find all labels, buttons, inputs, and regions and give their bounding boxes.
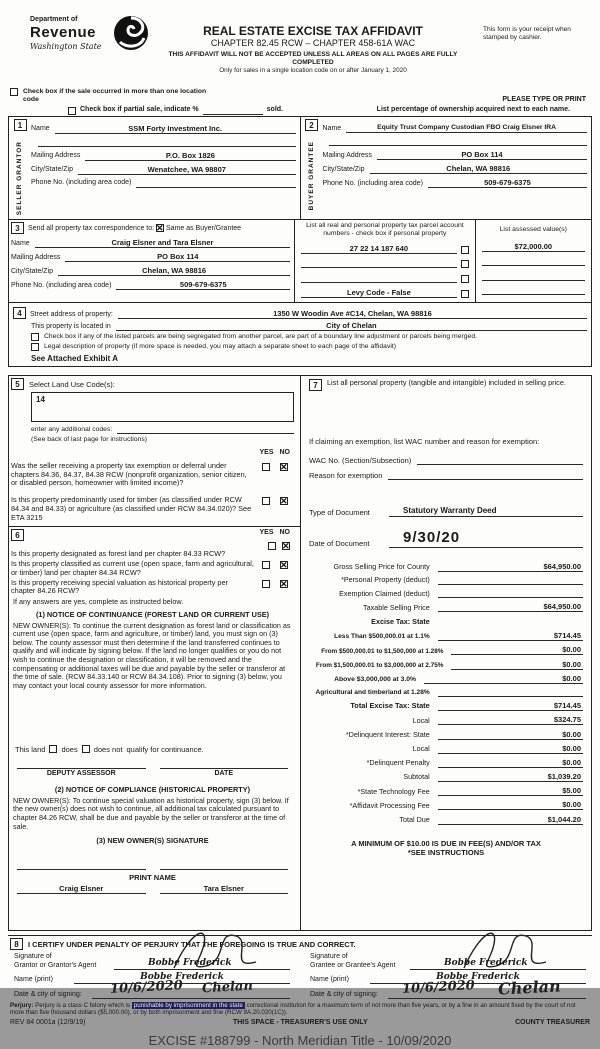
exemption-intro: If claiming an exemption, list WAC number and reason for exemption:	[309, 437, 540, 447]
q-currentuse-yes-checkbox	[262, 561, 270, 569]
parties-box	[8, 116, 592, 220]
dor-swirl-icon	[110, 12, 152, 54]
historical-question: Is this property receiving special valuation as historical property per chapter 84.26 RCW?	[11, 577, 228, 596]
section-5-number: 5	[11, 378, 24, 390]
parcel-number: 27 22 14 187 640	[301, 244, 456, 254]
right-column: 7 List all personal property (tangible and intangible) included in selling price. If claiming an exemption, list WAC number and reason for exemption: WAC No. (Section/Subsection) Reason for exemption Type of Document Statutory Warranty Deed Date of Document 9/30/20 Gross Selling Price for County $64,950.00 *Personal Property (deduct) Exemption Claimed (deduct) Taxable Selling Price $64,950.00 Excise Tax: State Less Than $500,000.01 at 1.1% $714.45 From $500,000.01 to $1,500,000 at 1.28% $0.00 From $1,500,000.01 to $3,000,000 at 2.75% $0.00 Above $3,000,000 at 3.0% $0.00 Agricultural and timberland at 1.28% Total Excise Tax: State $714.45 Local $324.75 *Delinquent Interest: State $0.00 Local $0.00 *Delinquent Penalty $0.00 Subtotal $1,039.20 *State Technology Fee $5.00 *Affidavit Processing Fee $0.00 Total Due $1,044.20 A MINIMUM OF $10.00 IS DUE IN FEE(S) AND/OR TAX *SEE INSTRUCTIONS	[300, 376, 591, 930]
tax-correspondence-section: 3 Send all property tax correspondence to: ✕ Same as Buyer/Grantee Name Craig Elsner and Tara Elsner Mailing Address PO Box 114 City/State/Zip Chelan, WA 98816 Phone No. (including area code) 509-679-6375 List all real and personal property tax parcel account numbers - check box if personal property 27 22 14 187 640 Levy Code - False List assessed value(s) $72,000.00	[8, 220, 592, 303]
qualify-does-checkbox	[49, 745, 57, 753]
total-due-value: $1,044.20	[438, 815, 583, 825]
seller-section: 1 SELLER GRANTOR Name SSM Forty Investment Inc. Mailing Address P.O. Box 1826 City/State/Zip Wenatchee, WA 98807 Phone No. (including area code)	[9, 117, 300, 219]
section-3-number: 3	[11, 222, 24, 234]
section-1-number: 1	[14, 119, 27, 131]
section-7-number: 7	[309, 379, 322, 391]
form-title-block: REAL ESTATE EXCISE TAX AFFIDAVIT CHAPTER 82.45 RCW – CHAPTER 458-61A WAC THIS AFFIDAVIT WILL NOT BE ACCEPTED UNLESS ALL AREAS ON ALL PAGES ARE FULLY COMPLETED Only for sales in a single location code on or after January 1, 2020	[148, 24, 478, 75]
grantee-signature-block: Signature of Grantee or Grantee's Agent Bobbe Frederick Name (print) Bobbe Frederick Date & city of signing: 10/6/2020 Chelan	[304, 953, 592, 999]
certify-line: 8 I CERTIFY UNDER PENALTY OF PERJURY THAT THE FOREGOING IS TRUE AND CORRECT.	[8, 935, 592, 952]
grantor-date-handwriting: 10/6/2020	[109, 978, 184, 997]
personal-property-instruction: List all personal property (tangible and intangible) included in selling price.	[327, 378, 566, 388]
personal-property-checkbox-4	[461, 290, 469, 298]
assessed-header: List assessed value(s)	[499, 225, 567, 233]
grantee-date-handwriting: 10/6/2020	[401, 978, 476, 997]
legal-description-checkbox	[31, 343, 39, 351]
personal-property-checkbox-1	[461, 246, 469, 254]
exemption-reason-field	[388, 479, 583, 480]
correspondence-name-value: Craig Elsner and Tara Elsner	[35, 238, 290, 248]
grantor-name-print: Bobbe Frederick	[74, 972, 290, 984]
q-exemption-no-checkbox	[280, 463, 288, 471]
wac-number-field	[417, 464, 583, 465]
property-address-section: 4 Street address of property: 1350 W Woodin Ave #C14, Chelan, WA 98816 This property is located in City of Chelan Check box if any of the listed parcels are being segregated from another parcel, are part of a boundary line adjustment or parcels being merged. Legal description of property (if more space is needed, you may attach a separate sheet to each page of the affidavit) See Attached Exhibit A	[8, 303, 592, 367]
grantee-signature-name: Bobbe Frederick	[444, 957, 528, 968]
type-or-print-note: PLEASE TYPE OR PRINT	[502, 96, 586, 103]
subtotal-value: $1,039.20	[438, 772, 583, 782]
levy-code-value: Levy Code - False	[301, 288, 456, 298]
pre-form-line: Check box if the sale occurred in more than one location code PLEASE TYPE OR PRINT	[10, 88, 586, 104]
located-in-value: City of Chelan	[116, 321, 587, 331]
buyer-city-value: Chelan, WA 98816	[370, 164, 587, 174]
land-use-code-value: 14	[31, 392, 294, 422]
q-exemption-yes-checkbox	[262, 463, 270, 471]
new-owner-signature-line-1	[17, 862, 146, 870]
perjury-note: Perjury: Perjury is a class C felony which is punishable by imprisonment in the state correctional institution for a maximum term of not more than five years, or by a fine in an amount fixed by the court of not more than five thousand dollars ($5,000.00), or by both imprisonment and fine (RCW 9A.20.020(1C)).	[10, 1001, 576, 1017]
grantee-city-handwriting: Chelan	[497, 976, 562, 999]
minimum-fee-note: A MINIMUM OF $10.00 IS DUE IN FEE(S) AND/OR TAX *SEE INSTRUCTIONS	[351, 838, 541, 857]
parcels-header: List all real and personal property tax parcel account numbers - check box if personal property	[306, 221, 464, 238]
qualify-does-not-checkbox	[82, 745, 90, 753]
left-column	[9, 376, 300, 930]
deputy-assessor-line: DEPUTY ASSESSOR	[17, 768, 146, 778]
multi-location-checkbox	[10, 88, 18, 96]
exhibit-note: See Attached Exhibit A	[31, 353, 118, 363]
excise-stamp-line: EXCISE #188799 - North Meridian Title - 10/09/2020	[148, 1033, 452, 1049]
grantee-signature-line	[410, 956, 586, 970]
q-historical-no-checkbox	[280, 580, 288, 588]
buyer-grantee-label: BUYER GRANTEE	[307, 140, 315, 211]
additional-codes-field	[117, 433, 294, 434]
section-2-number: 2	[305, 119, 318, 131]
exemption-question: Was the seller receiving a property tax exemption or deferral under chapters 84.36, 84.37, 84.38 RCW (nonprofit organization, senior citizen, or disabled person, homeowner with limited income)?	[11, 460, 247, 488]
seller-city-value: Wenatchee, WA 98807	[78, 165, 295, 175]
print-name-1: Craig Elsner	[17, 884, 146, 894]
section-8-number: 8	[10, 938, 23, 950]
notice-continuance-body: NEW OWNER(S): To continue the current designation as forest land or classification as current use (open space, farm and agriculture, or timber) land, you must sign on (3) below. The county assessor must then determine if the land transferred continues to qualify and will indicate by signing below. If the land no longer qualifies or you do not wish to continue the designation or classification, it will be removed and the compensating or additional taxes will be due and payable by the seller or transferor at the time of sale. (RCW 84.33.140 or RCW 84.34.108). Prior to signing (3) below, you may contact your local county assessor for more information.	[13, 620, 291, 691]
grantor-signature-line	[114, 956, 290, 970]
perjury-highlight: punishable by imprisonment in the state	[133, 1001, 243, 1009]
document-date-value: 9/30/20	[389, 529, 583, 548]
q-historical-yes-checkbox	[262, 580, 270, 588]
q-currentuse-no-checkbox	[280, 561, 288, 569]
dor-logo: Department of Revenue Washington State	[30, 16, 150, 52]
signatures-section	[8, 953, 592, 999]
notice-compliance-title: (2) NOTICE OF COMPLIANCE (HISTORICAL PROPERTY)	[54, 785, 251, 795]
correspondence-phone-value: 509-679-6375	[116, 280, 290, 290]
same-as-buyer-checkbox	[156, 224, 164, 232]
buyer-mailing-value: PO Box 114	[377, 150, 587, 160]
notice-compliance-body: NEW OWNER(S): To continue special valuation as historical property, sign (3) below. If the new owner(s) does not wish to continue, all additional tax calculated pursuant to chapter 84.26 RCW, shall be due and payable by the seller or transferor at the time of sale.	[13, 795, 289, 831]
current-use-question: Is this property classified as current use (open space, farm and agricultural, or timber) land per chapter 84.34 RCW?	[11, 559, 254, 577]
grantor-city-handwriting: Chelan	[201, 978, 254, 997]
forest-land-question: Is this property designated as forest land per chapter 84.33 RCW?	[11, 549, 226, 559]
segregated-checkbox	[31, 333, 39, 341]
q-timber-no-checkbox	[280, 497, 288, 505]
personal-property-checkbox-3	[461, 275, 469, 283]
seller-percent-line	[38, 138, 296, 147]
timber-question: Is this property predominantly used for timber (as classified under RCW 84.34 and 84.33) or agriculture (as classified under RCW 84.34.020)? See ETA 3215	[11, 495, 252, 522]
buyer-phone-value: 509-679-6375	[428, 178, 587, 188]
assessed-value: $72,000.00	[482, 242, 585, 252]
print-name-2: Tara Elsner	[160, 884, 289, 894]
form-rev-number: REV 84 0001a (12/9/19)	[10, 1018, 86, 1026]
partial-sale-line: Check box if partial sale, indicate % sold. List percentage of ownership acquired next to each name.	[68, 106, 588, 114]
q-forest-yes-checkbox	[268, 542, 276, 550]
buyer-percent-line	[329, 137, 587, 146]
treasurer-space-label: THIS SPACE - TREASURER'S USE ONLY	[232, 1018, 368, 1026]
grantor-signature-block: Signature of Grantor or Grantor's Agent Bobbe Frederick Name (print) Bobbe Frederick Date & city of signing: 10/6/2020 Chelan	[8, 953, 296, 999]
buyer-name-value: Equity Trust Company Custodian FBO Craig Elsner IRA	[346, 124, 587, 133]
street-address-value: 1350 W Woodin Ave #C14, Chelan, WA 98816	[118, 309, 587, 319]
partial-sale-checkbox	[68, 107, 76, 115]
forest-land-section: 6 YES NO ✕ Is this property designated as forest land per chapter 84.33 RCW? Is this property classified as current use (open space, farm and agricultural, or timber) land per chapter 84.34 RCW? ✕ Is this property receiving special valuation as historical property per chapter 84.26 RCW? ✕ If any answers are yes, complete as instructed below. (1) NOTICE OF CONTINUANCE (FOREST LAND OR CURRENT USE) NEW OWNER(S): To continue the current designation as forest land or classification as current use (open space, farm and agriculture, or timber) land, you must sign on (3) below. The county assessor must then determine if the land transferred continues to qualify and will indicate by signing below. If the land no longer qualifies or you do not wish to continue the designation or classification, it will be removed and the compensating or additional taxes will be due and payable by the seller or transferor at the time of sale. (RCW 84.33.140 or RCW 84.34.108). Prior to signing (3) below, you may contact your local county assessor for more information. This land does does not qualify for continuance. DEPUTY ASSESSOR DATE (2) NOTICE OF COMPLIANCE (HISTORICAL PROPERTY) NEW OWNER(S): To continue special valuation as historical property, sign (3) below. If the new owner(s) does not wish to continue, all additional tax calculated pursuant to chapter 84.26 RCW, shall be due and payable by the seller or transferor at the time of sale. (3) NEW OWNER(S) SIGNATURE PRINT NAME Craig Elsner Tara Elsner	[9, 527, 300, 894]
new-owner-signature-line-2	[160, 862, 289, 870]
land-use-section: 5 Select Land Use Code(s): 14 enter any additional codes: (See back of last page for instructions) YES NO Was the seller receiving a property tax exemption or deferral under chapters 84.36, 84.37, 84.38 RCW (nonprofit organization, senior citizen, or disabled person, homeowner with limited income)? ✕ Is this property predominantly used for timber (as classified under RCW 84.34 and 84.33) or agriculture (as classified under RCW 84.34.020)? See ETA 3215 ✕	[9, 376, 300, 527]
page-title: REAL ESTATE EXCISE TAX AFFIDAVIT	[203, 24, 423, 38]
seller-name-value: SSM Forty Investment Inc.	[55, 124, 296, 134]
seller-mailing-value: P.O. Box 1826	[85, 151, 295, 161]
seller-phone-value	[136, 179, 295, 188]
assessor-date-line: DATE	[160, 768, 289, 778]
grantee-name-print: Bobbe Frederick	[370, 972, 586, 984]
correspondence-city-value: Chelan, WA 98816	[58, 266, 290, 276]
agency-name: Department of	[30, 16, 78, 23]
partial-sale-percent-field	[203, 114, 263, 115]
correspondence-mailing-value: PO Box 114	[65, 252, 290, 262]
gross-selling-price: $64,950.00	[438, 562, 583, 572]
buyer-section: 2 BUYER GRANTEE Name Equity Trust Company Custodian FBO Craig Elsner IRA Mailing Address PO Box 114 City/State/Zip Chelan, WA 98816 Phone No. (including area code) 509-679-6375	[300, 117, 592, 219]
main-columns	[8, 375, 592, 931]
grantor-signature-name: Bobbe Frederick	[148, 957, 232, 968]
seller-grantor-label: SELLER GRANTOR	[16, 140, 24, 215]
document-type-value: Statutory Warranty Deed	[389, 506, 583, 517]
notice-continuance-title: (1) NOTICE OF CONTINUANCE (FOREST LAND OR CURRENT USE)	[35, 609, 270, 619]
section-4-number: 4	[13, 307, 26, 319]
q-timber-yes-checkbox	[262, 497, 270, 505]
q-forest-no-checkbox	[282, 542, 290, 550]
section-6-number: 6	[11, 529, 24, 541]
new-owners-signature-title: (3) NEW OWNER(S) SIGNATURE	[96, 836, 209, 846]
form-header	[8, 14, 592, 86]
qualify-line: This land does does not qualify for continuance.	[15, 744, 204, 754]
personal-property-checkbox-2	[461, 260, 469, 268]
excise-tax-state-header: Excise Tax: State	[371, 617, 430, 627]
receipt-note: This form is your receipt when stamped by cashier.	[483, 26, 571, 41]
total-excise-tax-state: $714.45	[438, 701, 583, 711]
local-excise-tax: $324.75	[438, 715, 583, 725]
footer-row	[8, 1019, 592, 1027]
county-treasurer-label: COUNTY TREASURER	[515, 1018, 590, 1026]
taxable-selling-price: $64,950.00	[438, 602, 583, 612]
